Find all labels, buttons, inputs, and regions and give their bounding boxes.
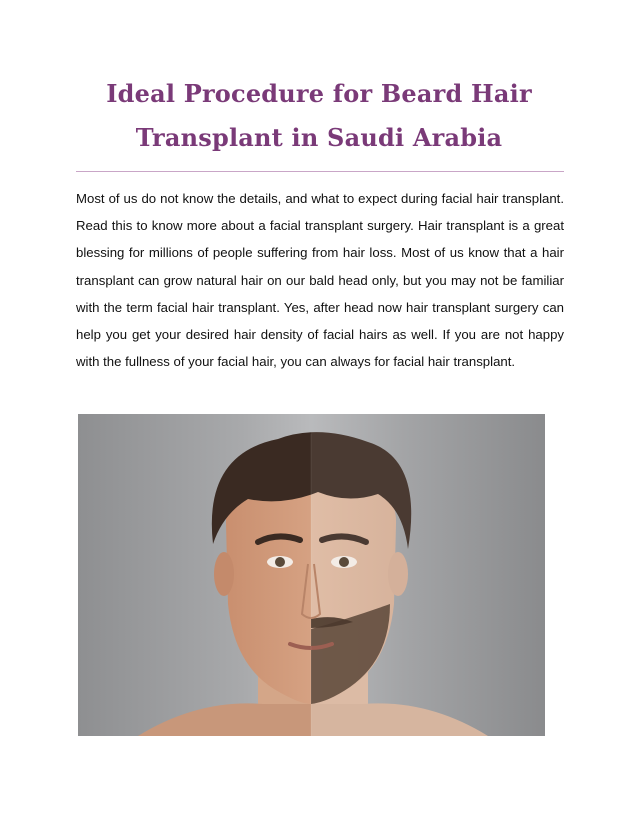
face-illustration [78, 414, 545, 736]
document-title [60, 72, 578, 160]
intro-paragraph: Most of us do not know the details, and what to expect during facial hair transplant. Read this to know more about a facial transplant surgery. Hair transplant is a great blessing for millions of people suffering from hair loss. Most of us know that a hair transplant can grow natural hair on our bald head only, but you may not be familiar with the term facial hair transplant. Yes, after head now hair transplant surgery can help you get your desired hair density of facial hairs as well. If you are not happy with the fullness of your facial hair, you can always for facial hair transplant. [76, 191, 564, 370]
title-divider [76, 171, 564, 172]
title-line-2: Transplant in Saudi Arabia [135, 123, 503, 152]
before-after-face-photo [78, 414, 545, 736]
title-line-1: Ideal Procedure for Beard Hair [106, 79, 532, 108]
